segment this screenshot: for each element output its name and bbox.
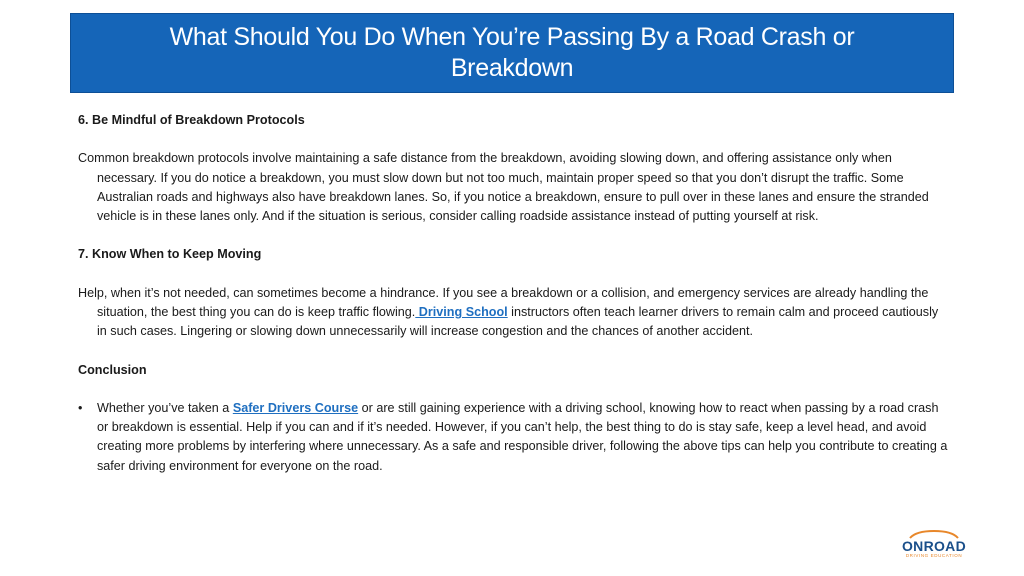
safer-drivers-course-link[interactable]: Safer Drivers Course xyxy=(232,400,359,415)
spacer xyxy=(78,341,948,360)
conclusion-heading: Conclusion xyxy=(78,362,147,377)
article-content xyxy=(78,111,948,476)
section-7-text-after: instructors often teach learner drivers to remain calm and proceed cautiously in such cases. Lingering or slowing down unnecessarily will increase congestion and the chances of another accident. xyxy=(97,304,939,339)
conclusion-body xyxy=(97,399,948,476)
section-7-text-before: Help, when it’s not needed, can sometimes become a hindrance. If you see a breakdown or a collision, and emergency services are already handling the situation, the best thing you can do is keep traffic flowing. xyxy=(78,285,929,319)
section-6-heading: 6. Be Mindful of Breakdown Protocols xyxy=(78,113,305,127)
conclusion-text-after: or are still gaining experience with a driving school, knowing how to react when passing by a road crash or breakdown is essential. Help if you can and if it’s needed. However, if you can’t help, the best thing to do is stay safe, keep a level head, and avoid creating more problems by interfering where unnecessary. As a safe and responsible driver, following the above tips can help you contribute to creating a safer driving environment for everyone on the road. xyxy=(97,400,948,473)
driving-school-link[interactable]: Driving School xyxy=(415,304,508,319)
section-6-body: Common breakdown protocols involve maintaining a safe distance from the breakdown, avoiding slowing down, and offering assistance only when necessary. If you do notice a breakdown, you must slow down but not too much, maintain proper speed so that you don’t disrupt the traffic. Some Australian roads and highways also have breakdown lanes. So, if you notice a breakdown, ensure to pull over in these lanes and ensure the stranded vehicle is in these lanes only. And if the situation is serious, consider calling roadside assistance instead of putting yourself at risk. xyxy=(78,151,929,223)
logo-tagline: DRIVING EDUCATION xyxy=(905,553,963,558)
onroad-logo xyxy=(898,530,970,564)
spacer xyxy=(78,265,948,284)
spacer xyxy=(78,130,948,149)
spacer xyxy=(78,226,948,245)
conclusion-text-before: Whether you’ve taken a xyxy=(97,400,233,415)
page-title-line-2: Breakdown xyxy=(450,54,574,82)
section-7-body xyxy=(78,284,948,342)
bullet-icon: • xyxy=(78,400,83,415)
logo-wordmark: ONROAD xyxy=(901,538,967,554)
title-banner xyxy=(70,13,954,93)
section-7-heading: 7. Know When to Keep Moving xyxy=(78,247,262,262)
spacer xyxy=(78,380,948,399)
page-title-line-1: What Should You Do When You’re Passing By a Road Crash or xyxy=(169,23,855,51)
conclusion-bullet-item xyxy=(78,399,948,476)
